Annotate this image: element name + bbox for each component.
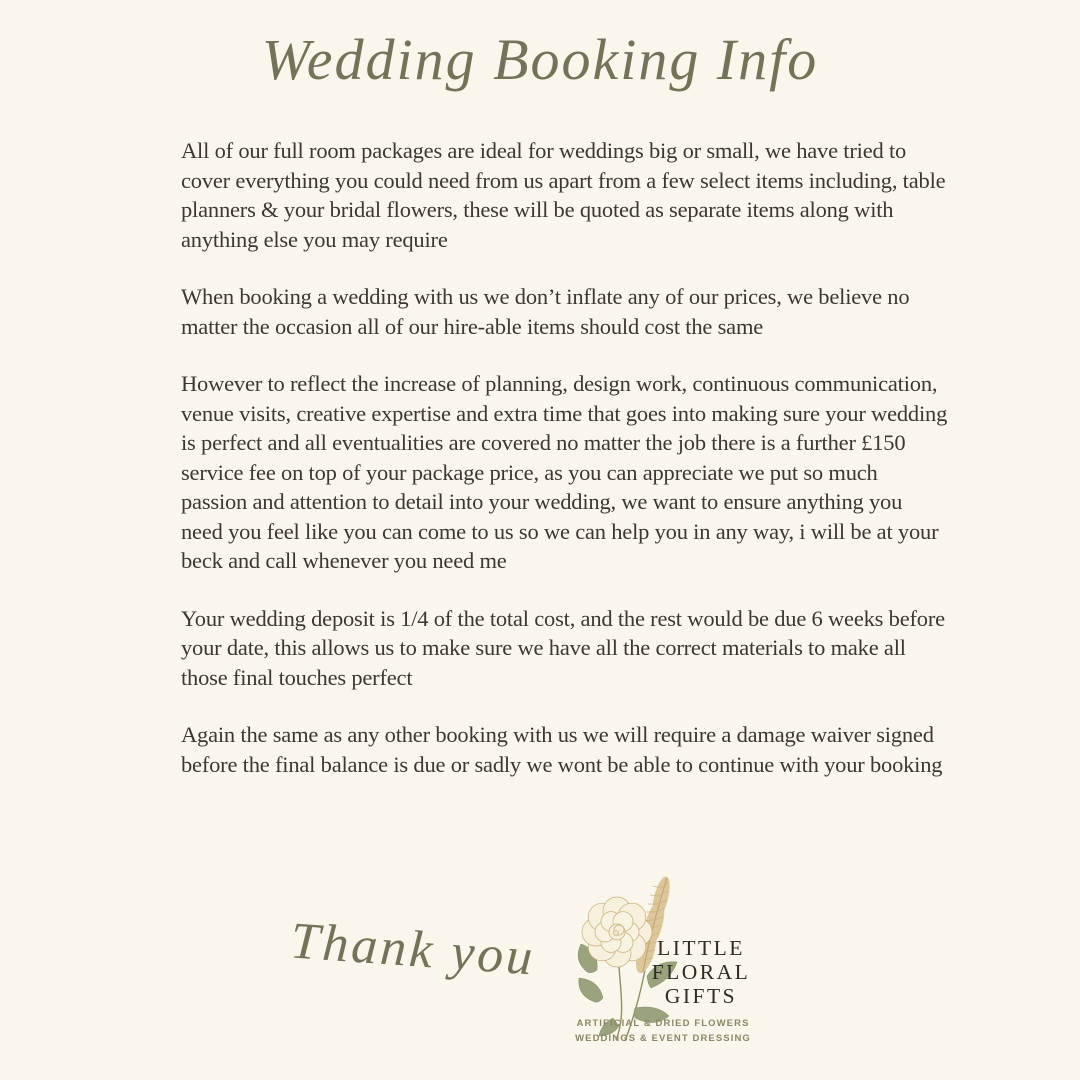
brand-tagline-line: ARTIFICIAL & DRIED FLOWERS: [576, 1018, 750, 1029]
paragraph-pricing: When booking a wedding with us we don’t inflate any of our prices, we believe no matter the occasion all of our hire-able items should cost the same: [181, 284, 910, 339]
page-title: Wedding Booking Info: [261, 27, 819, 92]
body-text: [181, 136, 949, 807]
paragraph-service-fee: However to reflect the increase of planning, design work, continuous communication, venue visits, creative expertise and extra time that goes into making sure your wedding is perfect and all eventualities are covered no matter the job there is a further £150 service fee on top of your package price, as you can appreciate we put so much passion and attention to detail into your wedding, we want to ensure anything you need you feel like you can come to us so we can help you in any way, i will be at your beck and call whenever you need me: [181, 371, 948, 573]
brand-name-line: FLORAL: [651, 960, 751, 984]
paragraph-packages: All of our full room packages are ideal for weddings big or small, we have tried to cover everything you could need from us apart from a few select items including, table planners & your bridal flowers, these will be quoted as separate items along with anything else you may require: [181, 138, 946, 252]
paragraph-damage-waiver: Again the same as any other booking with us we will require a damage waiver signed before the final balance is due or sadly we wont be able to continue with your booking: [181, 722, 943, 777]
paragraph-deposit: Your wedding deposit is 1/4 of the total cost, and the rest would be due 6 weeks before your date, this allows us to make sure we have all the correct materials to make all those final touches perfect: [181, 605, 945, 690]
brand-name-line: LITTLE: [657, 936, 745, 960]
brand-tagline: [551, 1016, 775, 1046]
thank-you-signoff: Thank you: [288, 912, 538, 987]
brand-name: [633, 936, 769, 1008]
brand-logo: [573, 872, 773, 1052]
brand-name-line: GIFTS: [664, 984, 738, 1008]
brand-tagline-line: WEDDINGS & EVENT DRESSING: [575, 1033, 751, 1044]
